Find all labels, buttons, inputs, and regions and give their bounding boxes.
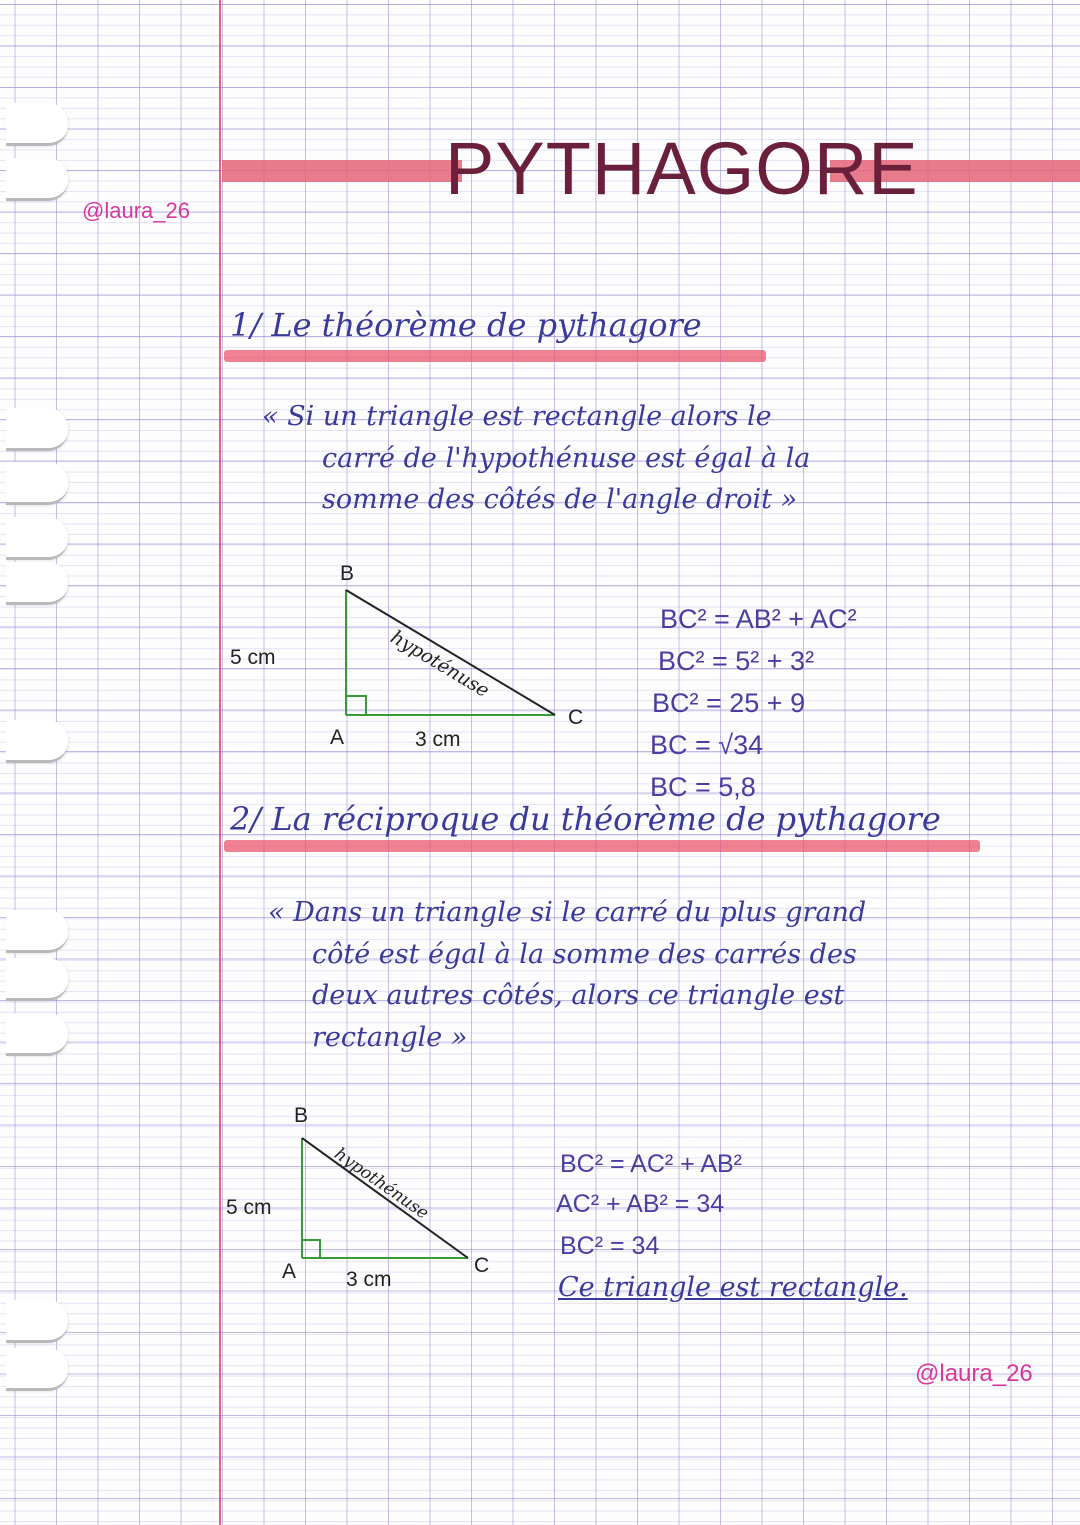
section1-heading: 1/ Le théorème de pythagore [230,306,702,344]
quote-line: deux autres côtés, alors ce triangle est [312,980,845,1011]
page-title: PYTHAGORE [445,127,919,210]
binder-hole [6,910,68,953]
vertex-a-label: A [330,726,345,749]
formula-line: BC = 5,8 [650,772,756,802]
quote-line: « Si un triangle est rectangle alors le [262,401,772,432]
formula-line: BC² = 5² + 3² [658,646,815,676]
binder-hole [6,158,68,201]
vertex-b-label: B [294,1104,309,1127]
side-ac-length: 3 cm [415,728,461,751]
formula-line: BC² = AB² + AC² [660,604,857,634]
quote-line: « Dans un triangle si le carré du plus grand [268,897,867,928]
binder-hole [6,103,68,146]
binder-hole [6,1013,68,1056]
formula-line: BC = √34 [650,730,764,760]
binder-hole [6,1300,68,1343]
side-ac-length: 3 cm [346,1268,392,1291]
formula-line: BC² = 25 + 9 [652,688,806,718]
right-angle-mark [346,696,366,715]
vertex-a-label: A [282,1260,297,1283]
hypotenuse-label: hypothénuse [330,1144,433,1224]
right-angle-mark [302,1240,320,1258]
side-ab-length: 5 cm [230,646,276,669]
title-underline-left [222,160,462,182]
binder-hole [6,408,68,451]
side-ab-length: 5 cm [226,1196,272,1219]
binder-hole [6,462,68,505]
quote-line: côté est égal à la somme des carrés des [312,938,857,970]
conclusion-text: Ce triangle est rectangle. [558,1272,908,1303]
section1-quote [262,396,810,521]
binder-hole [6,958,68,1001]
vertex-c-label: C [568,706,584,729]
margin-line [219,0,221,1525]
formula-line: BC² = AC² + AB² [560,1150,743,1178]
vertex-b-label: B [340,562,355,585]
binder-hole [6,720,68,763]
section2-heading: 2/ La réciproque du théorème de pythagore [230,800,941,838]
vertex-c-label: C [474,1254,490,1277]
binder-hole [6,517,68,560]
binder-hole [6,1348,68,1391]
hypotenuse-label: hypoténuse [386,626,494,702]
quote-line: somme des côtés de l'angle droit » [322,484,798,515]
author-handle-bottom: @laura_26 [915,1360,1033,1387]
section2-quote [268,892,866,1058]
right-triangle-diagram-2 [280,1130,490,1270]
formula-line: AC² + AB² = 34 [556,1190,725,1218]
binder-hole [6,562,68,605]
formula-line: BC² = 34 [560,1232,660,1260]
right-triangle-diagram-1 [320,580,580,730]
triangle-hypotenuse [346,590,555,715]
quote-line: carré de l'hypothénuse est égal à la [322,442,811,474]
quote-line: rectangle » [312,1021,468,1053]
section1-heading-highlight [224,350,766,362]
section2-heading-highlight [224,840,980,852]
author-handle-top: @laura_26 [82,198,190,223]
